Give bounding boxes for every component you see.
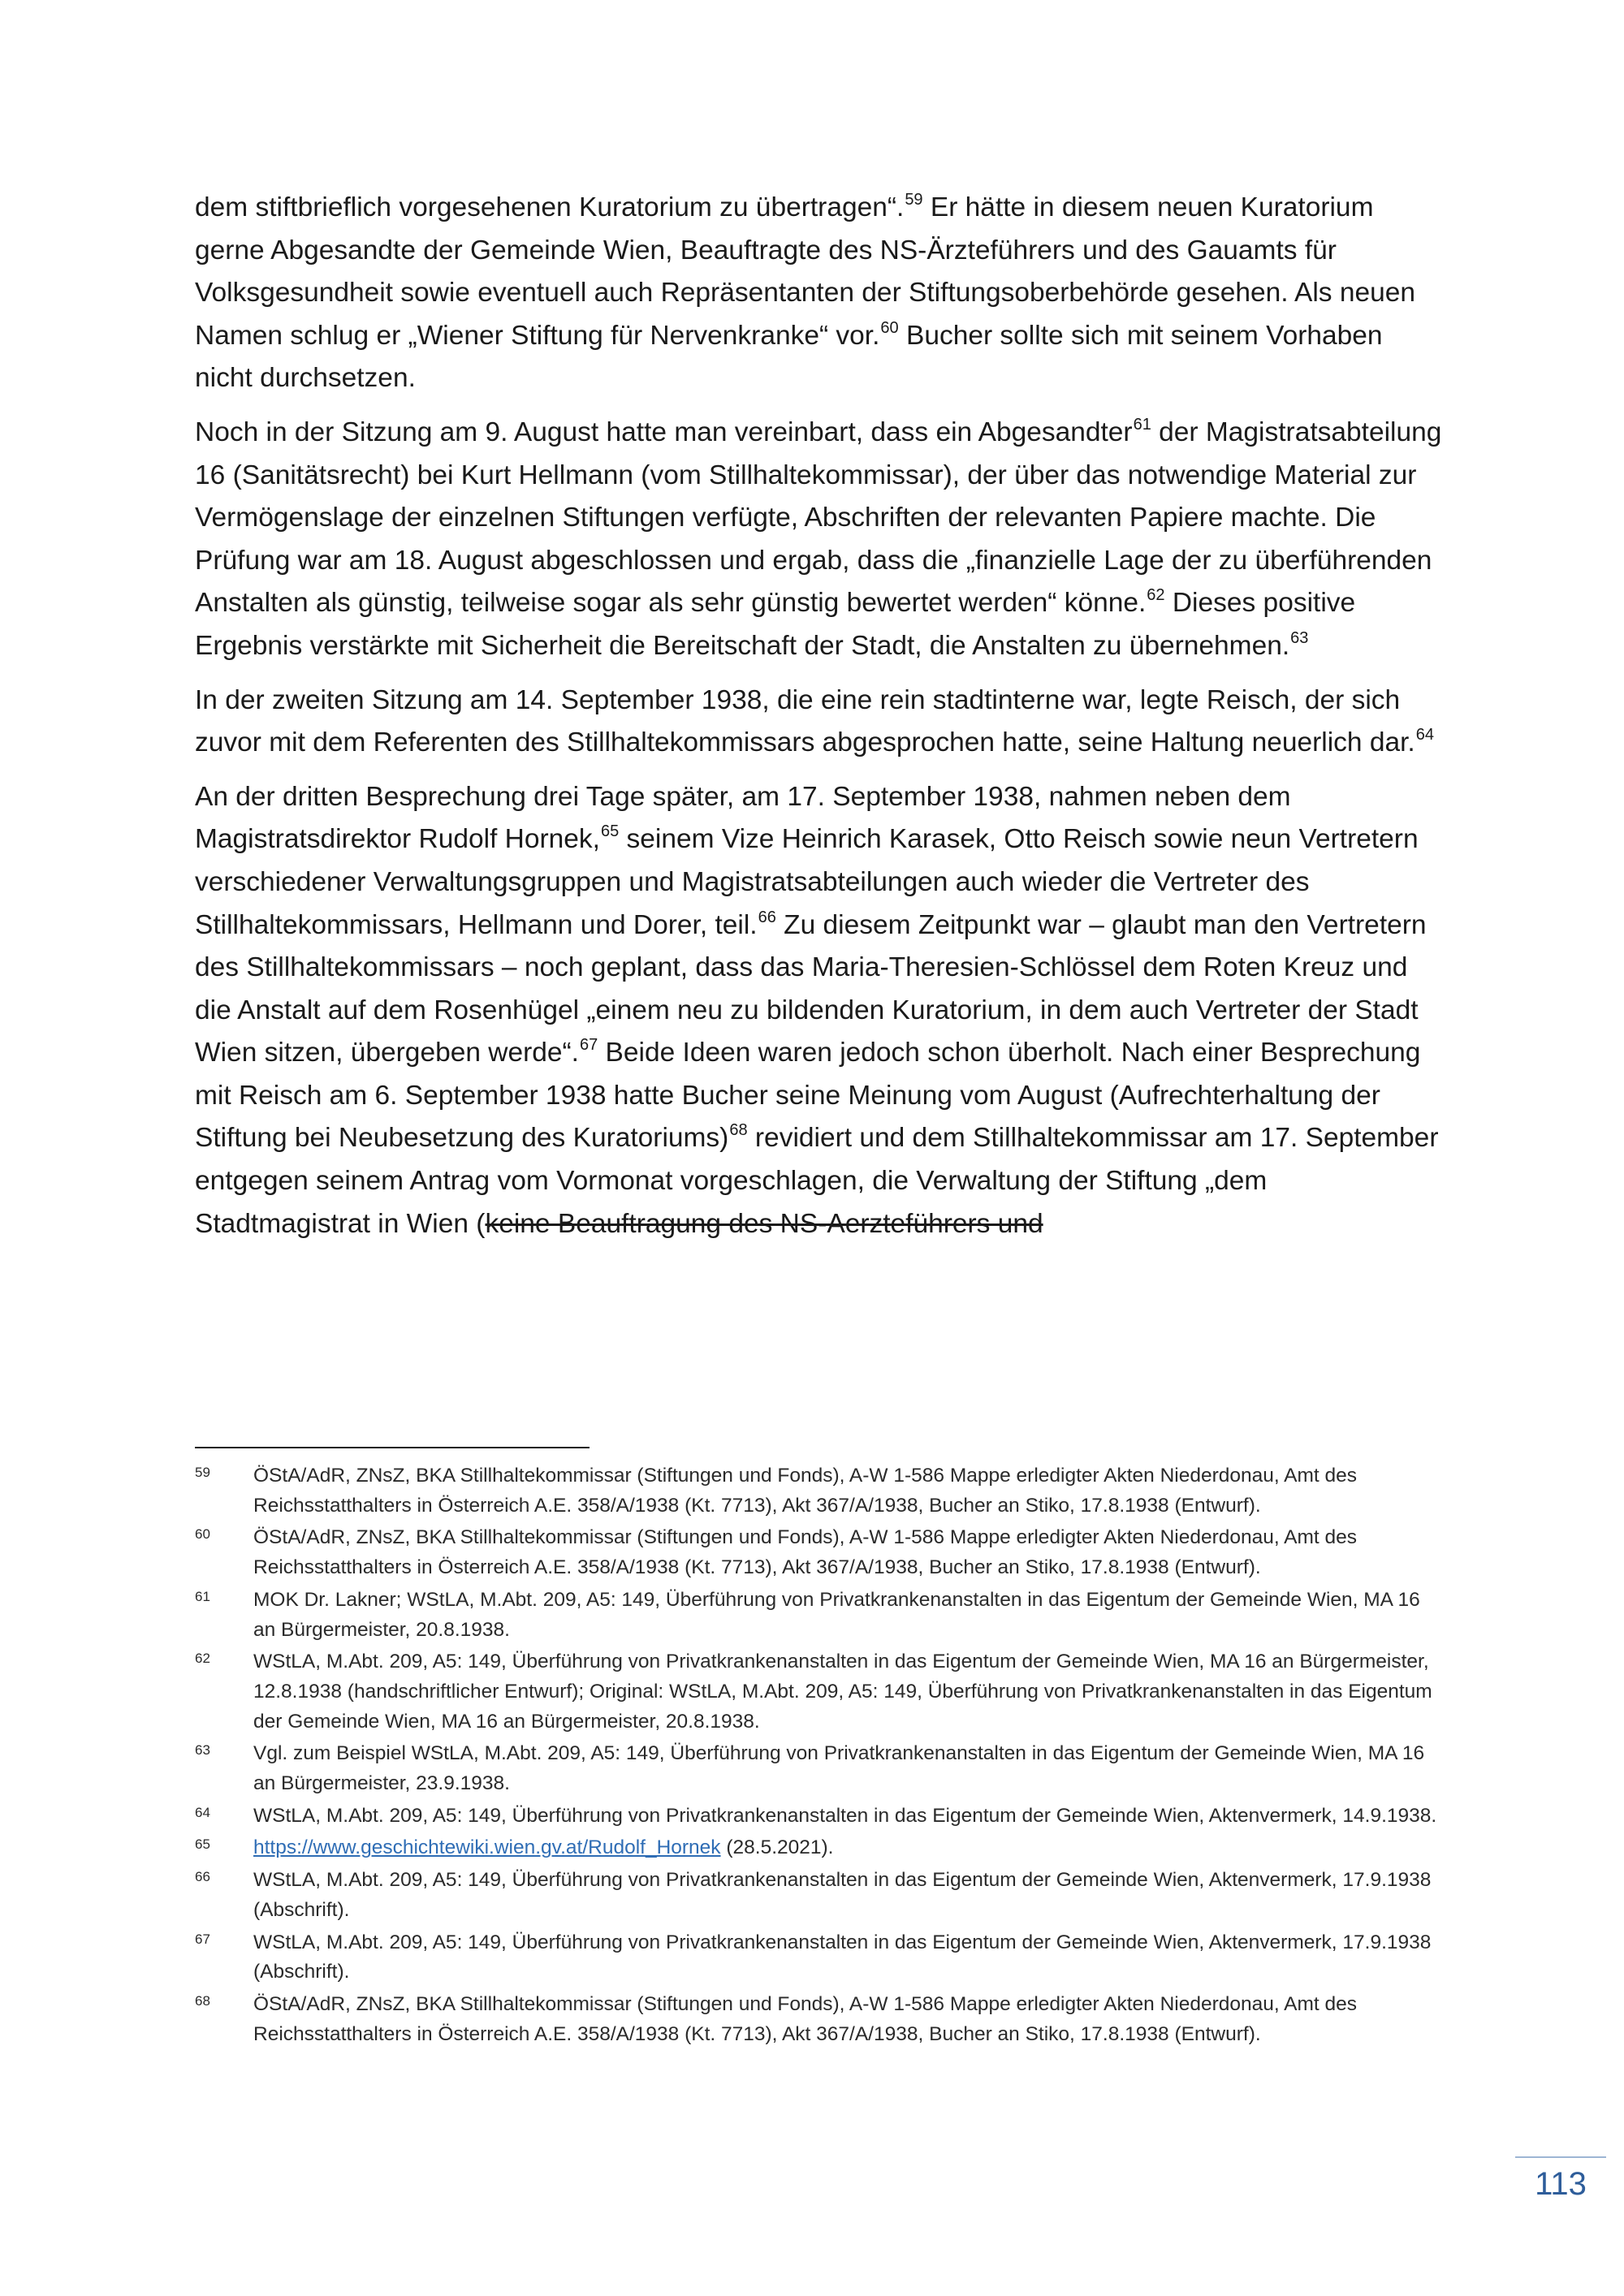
footnote-text: ÖStA/AdR, ZNsZ, BKA Stillhaltekommissar (Stiftungen und Fonds), A-W 1-586 Mappe erledigter Akten Niederdonau, Amt des Reichsstatthalters in Österreich A.E. 358/A/1938 (Kt. 7713), Akt 367/A/1938, Bucher an Stiko, 17.8.1938 (Entwurf). (253, 1465, 1358, 1517)
footnote-number: 65 (195, 1836, 210, 1853)
paragraph-4 (195, 776, 1445, 1246)
footnote (195, 1866, 1445, 1925)
footnotes (195, 1461, 1445, 2052)
footnote-number: 68 (195, 1992, 210, 2009)
text-segment: Bucher sollte sich mit seinem Vorhaben nicht durchsetzen. (195, 320, 1383, 394)
footnote-number: 67 (195, 1931, 210, 1947)
text-segment: seinem Vize Heinrich Karasek, Otto Reisch sowie neun Vertretern verschiedener Verwaltungsgruppen und Magistratsabteilungen auch wieder die Vertreter des Stillhaltekommissars, Hellmann und Dorer, teil. (195, 824, 1419, 940)
footnote-text: WStLA, M.Abt. 209, A5: 149, Überführung von Privatkrankenanstalten in das Eigentum der Gemeinde Wien, MA 16 an Bürgermeister, 12.8.1938 (handschriftlicher Entwurf); Original: WStLA, M.Abt. 209, A5: 149, Überführung von Privatkrankenanstalten in das Eigentum der Gemeinde Wien, MA 16 an Bürgermeister, 20.8.1938. (253, 1651, 1432, 1733)
footnote-ref[interactable]: 68 (729, 1121, 748, 1140)
text-segment: Noch in der Sitzung am 9. August hatte man vereinbart, dass ein Abgesandter (195, 416, 1133, 447)
footnote-ref[interactable]: 60 (880, 318, 899, 337)
footnote-text (253, 1833, 1445, 1863)
body-text (195, 187, 1445, 1257)
text-segment: revidiert und dem Stillhaltekommissar am 17. September entgegen seinem Antrag vom Vormonat vorgeschlagen, die Verwaltung der Stiftung „dem Stadtmagistrat in Wien ( (195, 1123, 1439, 1239)
footnote-number: 64 (195, 1804, 210, 1820)
footnote-text: WStLA, M.Abt. 209, A5: 149, Überführung von Privatkrankenanstalten in das Eigentum der Gemeinde Wien, Aktenvermerk, 14.9.1938. (253, 1804, 1437, 1827)
footnote (195, 1739, 1445, 1798)
text-segment: Er hätte in diesem neuen Kuratorium gerne Abgesandte der Gemeinde Wien, Beauftragte des NS-Ärzteführers und des Gauamts für Volksgesundheit sowie eventuell auch Repräsentanten der Stiftungsoberbehörde gesehen. Als neuen Namen schlug er „Wiener Stiftung für Nervenkranke“ vor. (195, 192, 1415, 351)
footnote-text: WStLA, M.Abt. 209, A5: 149, Überführung von Privatkrankenanstalten in das Eigentum der Gemeinde Wien, Aktenvermerk, 17.9.1938 (Abschrift). (253, 1869, 1432, 1921)
footnote (195, 1586, 1445, 1645)
footnote-ref[interactable]: 64 (1415, 726, 1434, 744)
footnote-ref[interactable]: 65 (600, 822, 620, 841)
footnote-link-suffix: (28.5.2021). (720, 1836, 834, 1859)
footnote (195, 1523, 1445, 1582)
footnote (195, 1461, 1445, 1521)
footnote-ref[interactable]: 59 (905, 191, 923, 209)
text-segment: der Magistratsabteilung 16 (Sanitätsrecht) bei Kurt Hellmann (vom Stillhaltekommissar), der über das notwendige Material zur Vermögenslage der einzelnen Stiftungen verfügte, Abschriften der relevanten Papiere machte. Die Prüfung war am 18. August abgeschlossen und ergab, dass die „finanzielle Lage der zu überführenden Anstalten als günstig, teilweise sogar als sehr günstig bewertet werden“ könne. (195, 416, 1442, 619)
paragraph-1 (195, 187, 1445, 400)
footnote (195, 1802, 1445, 1832)
footnote-text: WStLA, M.Abt. 209, A5: 149, Überführung von Privatkrankenanstalten in das Eigentum der Gemeinde Wien, Aktenvermerk, 17.9.1938 (Abschrift). (253, 1931, 1432, 1983)
text-segment: Beide Ideen waren jedoch schon überholt. Nach einer Besprechung mit Reisch am 6. September 1938 hatte Bucher seine Meinung vom August (Aufrechterhaltung der Stiftung bei Neubesetzung des Kuratoriums) (195, 1038, 1421, 1154)
footnote (195, 1833, 1445, 1863)
footnote-number: 63 (195, 1742, 210, 1759)
footnote (195, 1647, 1445, 1737)
footnote-text: ÖStA/AdR, ZNsZ, BKA Stillhaltekommissar (Stiftungen und Fonds), A-W 1-586 Mappe erledigter Akten Niederdonau, Amt des Reichsstatthalters in Österreich A.E. 358/A/1938 (Kt. 7713), Akt 367/A/1938, Bucher an Stiko, 17.8.1938 (Entwurf). (253, 1526, 1358, 1579)
footnote-number: 66 (195, 1869, 210, 1885)
footnote-ref[interactable]: 67 (579, 1036, 598, 1055)
text-segment: Zu diesem Zeitpunkt war – glaubt man den Vertretern des Stillhaltekommissars – noch geplant, dass das Maria-Theresien-Schlössel dem Roten Kreuz und die Anstalt auf dem Rosenhügel „einem neu zu bildenden Kuratorium, in dem auch Vertreter der Stadt Wien sitzen, übergeben werde“. (195, 909, 1427, 1068)
footnote-number: 62 (195, 1651, 210, 1667)
struck-text: keine Beauftragung des NS-Aerzteführers und (485, 1208, 1043, 1239)
footnote-separator (195, 1447, 590, 1448)
text-segment: In der zweiten Sitzung am 14. September 1938, die eine rein stadtinterne war, legte Reisch, der sich zuvor mit dem Referenten des Stillhaltekommissars abgesprochen hatte, seine Haltung neuerlich dar. (195, 684, 1415, 758)
footnote-link[interactable]: https://www.geschichtewiki.wien.gv.at/Rudolf_Hornek (253, 1836, 721, 1859)
paragraph-3 (195, 680, 1445, 765)
paragraph-2 (195, 412, 1445, 668)
text-segment: An der dritten Besprechung drei Tage später, am 17. September 1938, nahmen neben dem Magistratsdirektor Rudolf Hornek, (195, 781, 1291, 855)
footnote (195, 1990, 1445, 2049)
footnote-ref[interactable]: 62 (1147, 586, 1165, 605)
footnote-number: 59 (195, 1465, 210, 1480)
footnote-ref[interactable]: 66 (758, 908, 776, 926)
text-segment: dem stiftbrieflich vorgesehenen Kuratorium zu übertragen“. (195, 192, 905, 222)
page-number-rule (1515, 2156, 1606, 2158)
footnote-number: 60 (195, 1526, 210, 1543)
footnote-number: 61 (195, 1588, 210, 1604)
footnote-text: ÖStA/AdR, ZNsZ, BKA Stillhaltekommissar (Stiftungen und Fonds), A-W 1-586 Mappe erledigter Akten Niederdonau, Amt des Reichsstatthalters in Österreich A.E. 358/A/1938 (Kt. 7713), Akt 367/A/1938, Bucher an Stiko, 17.8.1938 (Entwurf). (253, 1992, 1358, 2045)
footnote (195, 1928, 1445, 1987)
footnote-text: MOK Dr. Lakner; WStLA, M.Abt. 209, A5: 149, Überführung von Privatkrankenanstalten in das Eigentum der Gemeinde Wien, MA 16 an Bürgermeister, 20.8.1938. (253, 1588, 1420, 1641)
footnote-ref[interactable]: 61 (1133, 415, 1151, 434)
footnote-ref[interactable]: 63 (1290, 628, 1309, 647)
footnote-text: Vgl. zum Beispiel WStLA, M.Abt. 209, A5: 149, Überführung von Privatkrankenanstalten in das Eigentum der Gemeinde Wien, MA 16 an Bürgermeister, 23.9.1938. (253, 1742, 1425, 1795)
text-segment: Dieses positive Ergebnis verstärkte mit Sicherheit die Bereitschaft der Stadt, die Anstalten zu übernehmen. (195, 588, 1356, 661)
page-number: 113 (1535, 2166, 1587, 2202)
